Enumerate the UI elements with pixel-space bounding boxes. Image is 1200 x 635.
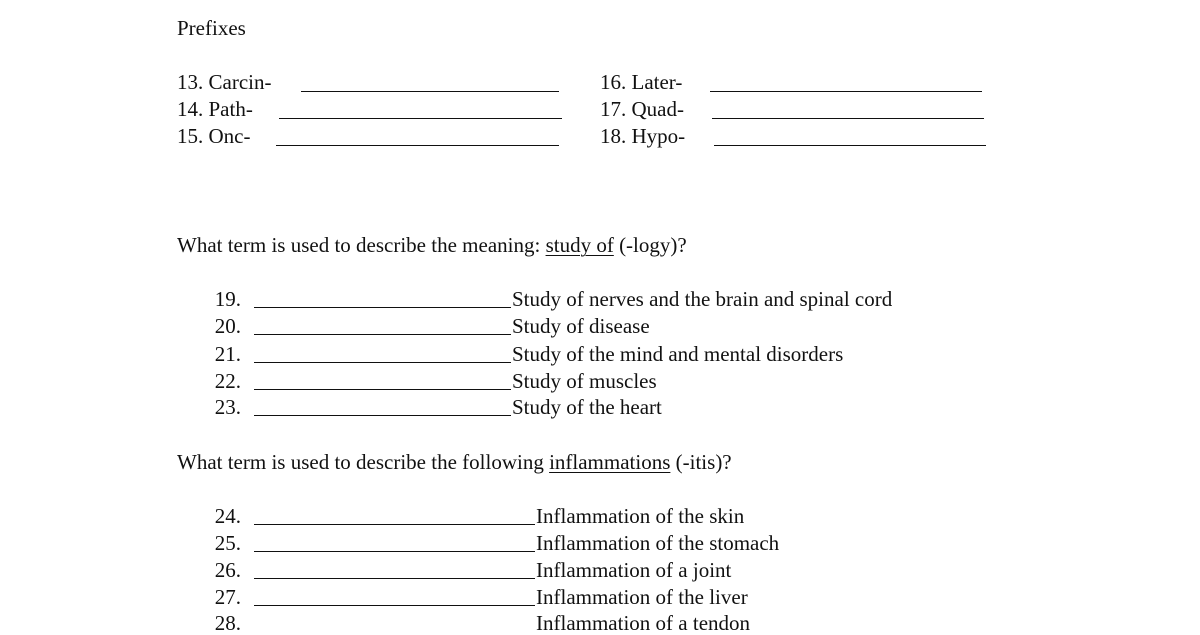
logy-question (177, 235, 687, 256)
prefix-label: 14. Path- (177, 97, 253, 121)
item-number: 24. (214, 504, 241, 528)
prefixes-heading: Prefixes (177, 16, 246, 40)
item-number: 20. (214, 314, 241, 338)
answer-blank[interactable] (254, 362, 511, 363)
prefix-label: 17. Quad- (600, 97, 684, 121)
question-suffix: (-itis)? (675, 450, 732, 474)
item-number: 28. (214, 611, 241, 635)
answer-blank[interactable] (254, 415, 511, 416)
answer-blank[interactable] (276, 145, 559, 146)
question-emphasis: inflammations (549, 450, 671, 474)
prefix-label: 15. Onc- (177, 124, 251, 148)
answer-blank[interactable] (254, 389, 511, 390)
item-description: Study of muscles (512, 369, 657, 393)
item-number: 19. (214, 287, 241, 311)
item-description: Inflammation of a joint (536, 558, 732, 582)
answer-blank[interactable] (279, 118, 562, 119)
itis-question (177, 452, 732, 473)
answer-blank[interactable] (254, 578, 535, 579)
question-text: What term is used to describe the following (177, 450, 544, 474)
answer-blank[interactable] (710, 91, 982, 92)
answer-blank[interactable] (714, 145, 986, 146)
prefix-label: 13. Carcin- (177, 70, 272, 94)
answer-blank[interactable] (254, 551, 535, 552)
answer-blank[interactable] (254, 307, 511, 308)
item-description: Study of nerves and the brain and spinal cord (512, 287, 893, 311)
question-emphasis: study of (545, 233, 614, 257)
prefix-label: 16. Later- (600, 70, 683, 94)
item-description: Study of the mind and mental disorders (512, 342, 844, 366)
item-description: Study of the heart (512, 395, 662, 419)
item-description: Study of disease (512, 314, 650, 338)
item-number: 23. (214, 395, 241, 419)
question-suffix: (-logy)? (619, 233, 687, 257)
item-description: Inflammation of the stomach (536, 531, 780, 555)
answer-blank[interactable] (254, 605, 535, 606)
answer-blank[interactable] (254, 524, 535, 525)
prefix-label: 18. Hypo- (600, 124, 686, 148)
item-number: 21. (214, 342, 241, 366)
item-description: Inflammation of the liver (536, 585, 748, 609)
answer-blank[interactable] (712, 118, 984, 119)
item-description: Inflammation of the skin (536, 504, 745, 528)
item-number: 25. (214, 531, 241, 555)
question-text: What term is used to describe the meaning: (177, 233, 541, 257)
item-number: 27. (214, 585, 241, 609)
item-number: 22. (214, 369, 241, 393)
answer-blank[interactable] (254, 334, 511, 335)
item-number: 26. (214, 558, 241, 582)
item-description: Inflammation of a tendon (536, 611, 751, 635)
answer-blank[interactable] (301, 91, 559, 92)
